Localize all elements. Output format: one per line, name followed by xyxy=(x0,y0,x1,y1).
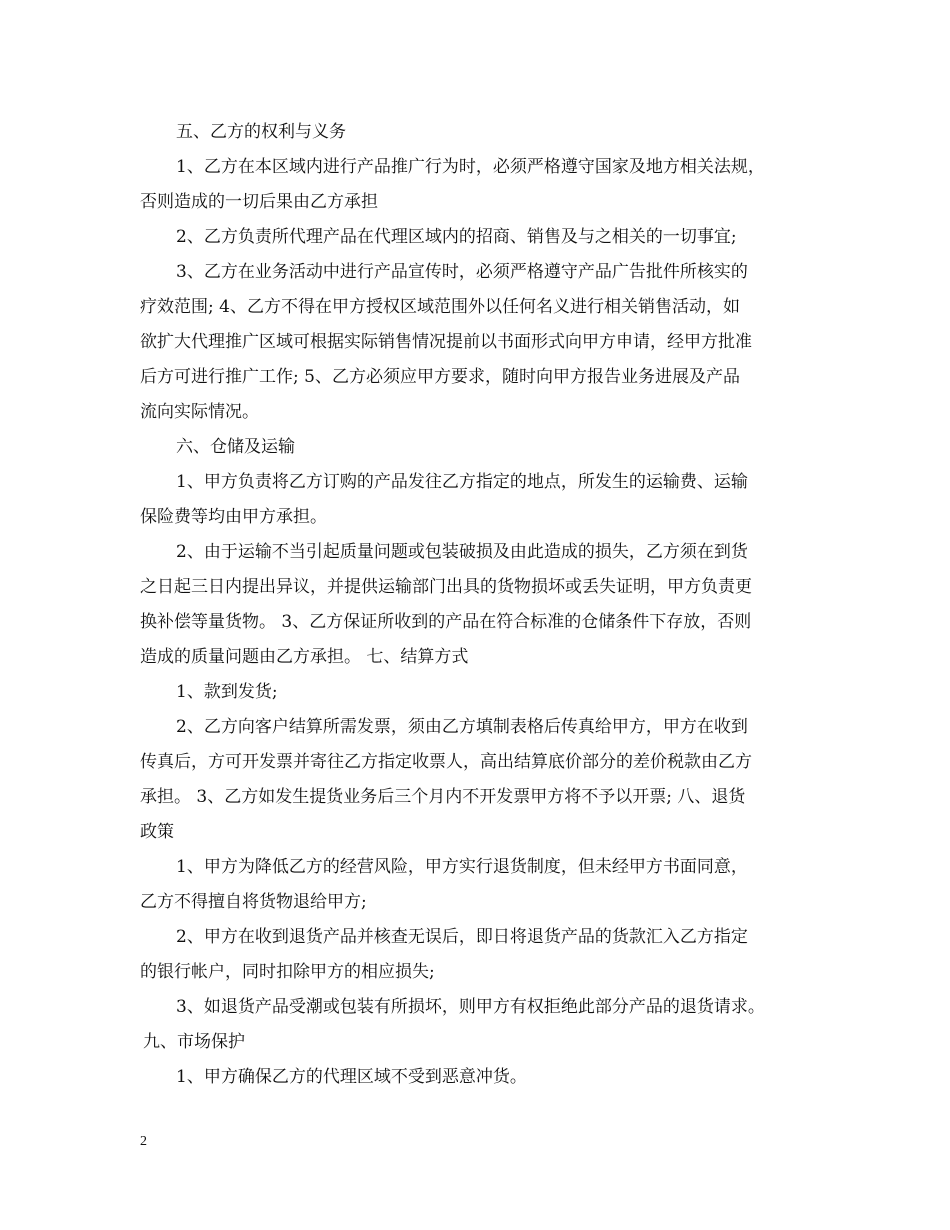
page-number: 2 xyxy=(140,1134,147,1149)
paragraph-line: 造成的质量问题由乙方承担。 七、结算方式 xyxy=(140,647,469,667)
paragraph-line: 1、乙方在本区域内进行产品推广行为时，必须严格遵守国家及地方相关法规， xyxy=(176,157,765,177)
paragraph-line: 承担。 3、乙方如发生提货业务后三个月内不开发票甲方将不予以开票; 八、退货 xyxy=(140,787,746,807)
paragraph-line: 3、乙方在业务活动中进行产品宣传时，必须严格遵守产品广告批件所核实的 xyxy=(176,262,748,282)
paragraph-line: 传真后，方可开发票并寄往乙方指定收票人，高出结算底价部分的差价税款由乙方 xyxy=(140,752,752,772)
paragraph-line: 后方可进行推广工作; 5、乙方必须应甲方要求，随时向甲方报告业务进展及产品 xyxy=(140,367,740,387)
paragraph-line: 1、款到发货; xyxy=(176,682,278,702)
paragraph-line: 疗效范围; 4、乙方不得在甲方授权区域范围外以任何名义进行相关销售活动，如 xyxy=(140,297,740,317)
section-heading-6: 六、仓储及运输 xyxy=(176,437,295,457)
section-heading-5: 五、乙方的权利与义务 xyxy=(176,122,346,142)
paragraph-line: 2、乙方向客户结算所需发票，须由乙方填制表格后传真给甲方，甲方在收到 xyxy=(176,717,748,737)
paragraph-line: 1、甲方为降低乙方的经营风险，甲方实行退货制度，但未经甲方书面同意， xyxy=(176,857,748,877)
paragraph-line: 3、如退货产品受潮或包装有所损坏，则甲方有权拒绝此部分产品的退货请求。 xyxy=(176,997,765,1017)
paragraph-line: 之日起三日内提出异议，并提供运输部门出具的货物损坏或丢失证明，甲方负责更 xyxy=(140,577,752,597)
paragraph-line: 2、甲方在收到退货产品并核查无误后，即日将退货产品的货款汇入乙方指定 xyxy=(176,927,748,947)
paragraph-line: 乙方不得擅自将货物退给甲方; xyxy=(140,892,367,912)
paragraph-line: 的银行帐户，同时扣除甲方的相应损失; xyxy=(140,962,435,982)
section-heading-9: 九、市场保护 xyxy=(143,1032,245,1052)
paragraph-line: 2、由于运输不当引起质量问题或包装破损及由此造成的损失，乙方须在到货 xyxy=(176,542,748,562)
paragraph-line: 流向实际情况。 xyxy=(140,402,259,422)
paragraph-line: 1、甲方确保乙方的代理区域不受到恶意冲货。 xyxy=(176,1067,527,1087)
paragraph-line: 保险费等均由甲方承担。 xyxy=(140,507,327,527)
paragraph-line: 换补偿等量货物。 3、乙方保证所收到的产品在符合标准的仓储条件下存放，否则 xyxy=(140,612,752,632)
paragraph-line: 欲扩大代理推广区域可根据实际销售情况提前以书面形式向甲方申请，经甲方批准 xyxy=(140,332,752,352)
paragraph-line: 2、乙方负责所代理产品在代理区域内的招商、销售及与之相关的一切事宜; xyxy=(176,227,737,247)
paragraph-line: 政策 xyxy=(140,822,174,842)
paragraph-line: 否则造成的一切后果由乙方承担 xyxy=(140,192,378,212)
paragraph-line: 1、甲方负责将乙方订购的产品发往乙方指定的地点，所发生的运输费、运输 xyxy=(176,472,748,492)
